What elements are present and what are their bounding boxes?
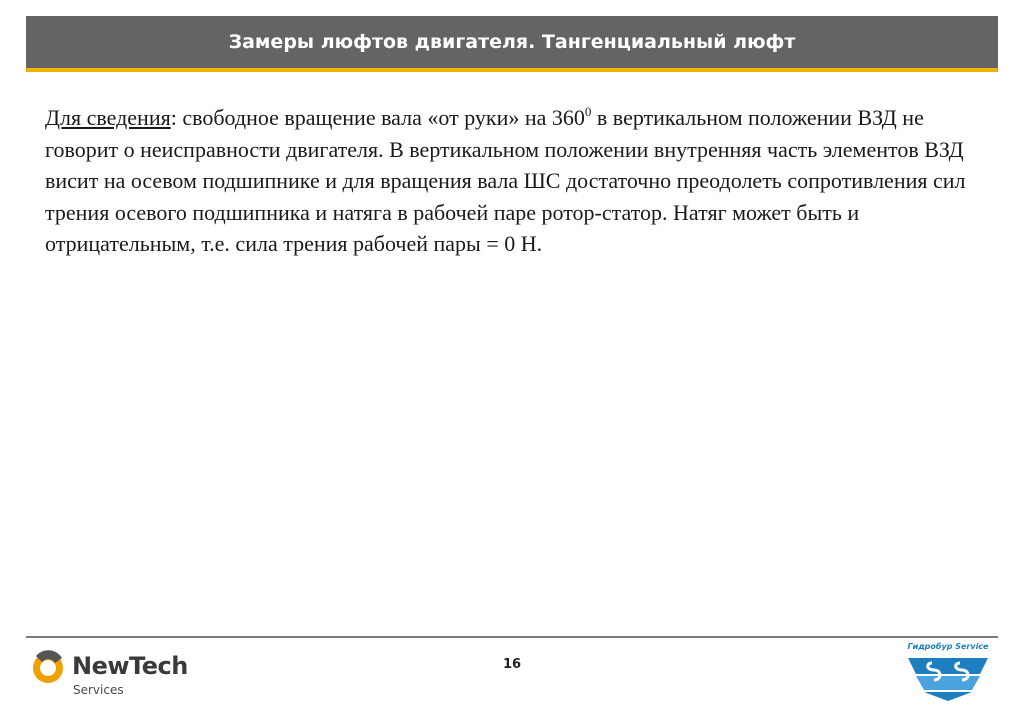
body-text-part-1: : свободное вращение вала «от руки» на 360 [170, 105, 585, 130]
newtech-logo-brand: NewTech [72, 652, 188, 680]
gidrobur-logo [900, 642, 996, 704]
body-lead: Для сведения [45, 105, 171, 130]
page-number: 16 [502, 657, 522, 672]
newtech-logo-icon [26, 648, 70, 692]
gidrobur-logo-text: Гидробур Service [907, 642, 989, 651]
slide-title: Замеры люфтов двигателя. Тангенциальный люфт [228, 31, 796, 53]
slide-title-bar [26, 16, 998, 68]
title-accent-line [26, 68, 998, 72]
footer-divider [26, 636, 998, 638]
slide-body-text [45, 102, 975, 260]
body-text-part-2: в вертикальном положении ВЗД не говорит о неисправности двигателя. В вертикальном положении внутренняя часть элементов ВЗД висит на осевом подшипнике и для вращения вала ШС достаточно преодолеть сопротивления сил трения осевого подшипника и натяга в рабочей паре ротор-статор. Натяг может быть и отрицательным, т.е. сила трения рабочей пары = 0 Н. [45, 105, 966, 256]
newtech-logo [26, 646, 196, 704]
degree-superscript: 0 [584, 103, 592, 119]
gidrobur-logo-icon [904, 654, 992, 702]
newtech-logo-sub: Services [73, 683, 124, 697]
